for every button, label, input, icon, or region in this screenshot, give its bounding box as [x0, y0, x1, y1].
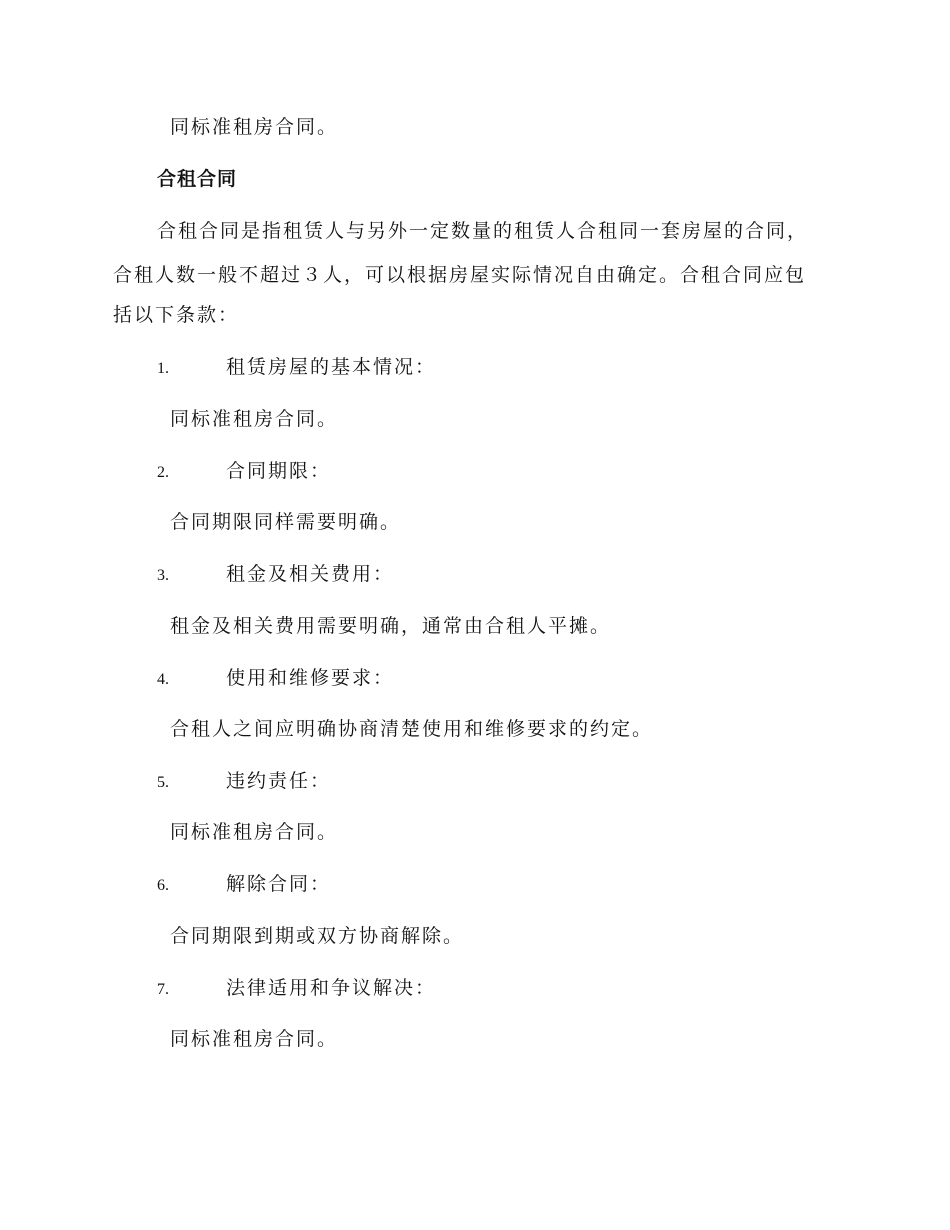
- item-number: 5.: [157, 774, 169, 791]
- item-body: 同标准租房合同。: [170, 408, 339, 430]
- item-number: 7.: [157, 981, 169, 998]
- item-title: 法律适用和争议解决：: [226, 977, 437, 999]
- item-body: 同标准租房合同。: [170, 1028, 339, 1050]
- item-number: 3.: [157, 567, 169, 584]
- paragraph-line: 括以下条款：: [113, 304, 240, 326]
- paragraph-line: 合租人数一般不超过３人，可以根据房屋实际情况自由确定。合租合同应包: [113, 264, 807, 286]
- paragraph-line: 合租合同是指租赁人与另外一定数量的租赁人合租同一套房屋的合同，: [157, 220, 809, 242]
- item-title: 违约责任：: [226, 770, 332, 792]
- item-number: 2.: [157, 464, 169, 481]
- item-title: 租金及相关费用：: [226, 563, 395, 585]
- item-title: 租赁房屋的基本情况：: [226, 356, 437, 378]
- item-number: 6.: [157, 877, 169, 894]
- item-title: 解除合同：: [226, 873, 332, 895]
- item-number: 1.: [157, 360, 169, 377]
- item-title: 使用和维修要求：: [226, 667, 395, 689]
- section-heading: 合租合同: [157, 168, 238, 190]
- item-body: 合租人之间应明确协商清楚使用和维修要求的约定。: [170, 718, 654, 740]
- item-body: 同标准租房合同。: [170, 821, 339, 843]
- item-number: 4.: [157, 671, 169, 688]
- item-title: 合同期限：: [226, 460, 332, 482]
- item-body: 租金及相关费用需要明确，通常由合租人平摊。: [170, 615, 612, 637]
- intro-line: 同标准租房合同。: [170, 116, 339, 138]
- item-body: 合同期限同样需要明确。: [170, 511, 402, 533]
- item-body: 合同期限到期或双方协商解除。: [170, 925, 465, 947]
